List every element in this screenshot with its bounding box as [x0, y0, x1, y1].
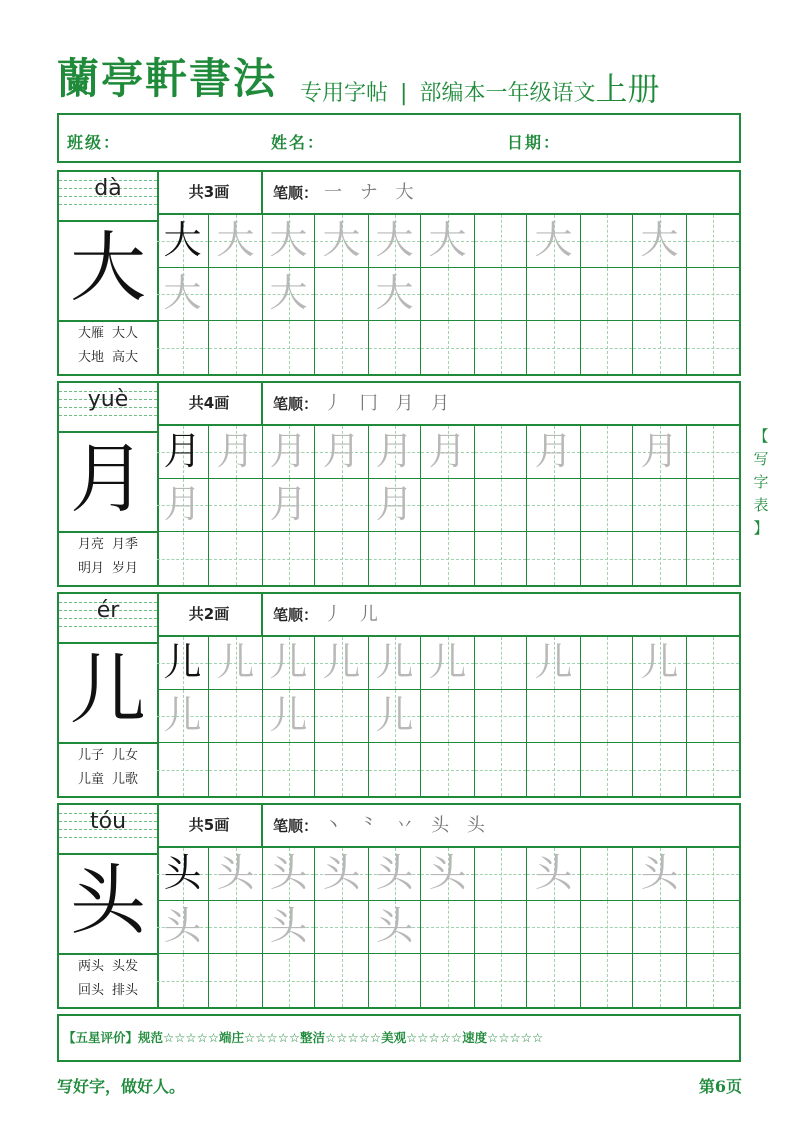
side-tab-char: 表 [753, 496, 769, 514]
practice-cell[interactable] [369, 532, 421, 585]
practice-cell[interactable] [263, 637, 315, 690]
word-row [59, 979, 157, 1003]
practice-cell[interactable] [263, 426, 315, 479]
stroke-order-sequence: 丶 ⺀ 丷 头 头 [324, 815, 491, 836]
practice-cell[interactable] [315, 479, 369, 532]
subtitle-separator: | [400, 81, 408, 106]
practice-cell[interactable] [369, 637, 421, 690]
practice-cell[interactable] [421, 215, 475, 268]
stroke-order [263, 805, 739, 848]
practice-cell[interactable] [527, 268, 581, 321]
pinyin-box [59, 594, 157, 644]
practice-cell[interactable] [263, 690, 315, 743]
sample-char: 月 [163, 429, 202, 473]
trace-char: 月 [375, 482, 414, 526]
pinyin: dà [94, 176, 122, 201]
trace-char: 头 [375, 851, 414, 895]
word: 高大 [112, 350, 139, 365]
practice-cell[interactable] [475, 743, 527, 796]
practice-cell[interactable] [421, 954, 475, 1007]
practice-cell[interactable] [315, 268, 369, 321]
word-row [59, 744, 157, 768]
practice-cell[interactable] [475, 479, 527, 532]
practice-cell[interactable] [633, 426, 687, 479]
practice-cell[interactable] [209, 901, 263, 954]
practice-cell[interactable] [633, 479, 687, 532]
trace-char: 大 [375, 218, 414, 262]
word: 月亮 [77, 537, 104, 552]
word: 大地 [77, 350, 104, 365]
trace-char: 头 [640, 851, 679, 895]
trace-char: 月 [269, 482, 308, 526]
practice-cell[interactable] [157, 901, 209, 954]
practice-cell[interactable] [209, 690, 263, 743]
practice-cell[interactable] [527, 321, 581, 374]
practice-cell[interactable] [157, 215, 209, 268]
practice-cell[interactable] [581, 901, 633, 954]
practice-grid [157, 426, 739, 585]
practice-cell[interactable] [581, 321, 633, 374]
practice-cell[interactable] [157, 848, 209, 901]
practice-cell[interactable] [475, 637, 527, 690]
practice-cell[interactable] [687, 954, 739, 1007]
practice-cell[interactable] [209, 637, 263, 690]
stroke-count: 共2画 [157, 594, 263, 637]
word: 儿女 [112, 748, 139, 763]
practice-cell[interactable] [157, 426, 209, 479]
trace-char: 头 [322, 851, 361, 895]
practice-cell[interactable] [527, 479, 581, 532]
trace-char: 大 [428, 218, 467, 262]
practice-cell[interactable] [581, 954, 633, 1007]
stroke-order [263, 172, 739, 215]
practice-cell[interactable] [369, 479, 421, 532]
practice-cell[interactable] [475, 321, 527, 374]
word: 儿歌 [112, 772, 139, 787]
trace-char: 月 [269, 429, 308, 473]
practice-cell[interactable] [315, 215, 369, 268]
practice-cell[interactable] [263, 532, 315, 585]
practice-cell[interactable] [527, 954, 581, 1007]
trace-char: 月 [163, 482, 202, 526]
practice-cell[interactable] [209, 321, 263, 374]
date-label: 日期： [507, 133, 562, 152]
practice-cell[interactable] [687, 215, 739, 268]
pinyin: tóu [89, 809, 127, 834]
side-tab-char: 【 [753, 427, 769, 445]
practice-grid [157, 215, 739, 374]
practice-cell[interactable] [157, 268, 209, 321]
practice-cell[interactable] [475, 954, 527, 1007]
practice-cell[interactable] [421, 479, 475, 532]
trace-char: 儿 [534, 640, 573, 684]
word: 大雁 [77, 326, 104, 341]
practice-cell[interactable] [209, 479, 263, 532]
practice-cell[interactable] [421, 901, 475, 954]
practice-cell[interactable] [633, 268, 687, 321]
side-tab [751, 425, 771, 540]
sample-char: 头 [163, 851, 202, 895]
model-char-box [59, 642, 157, 744]
stroke-order-label: 笔顺： [273, 184, 319, 202]
practice-cell[interactable] [687, 479, 739, 532]
practice-cell[interactable] [687, 637, 739, 690]
pinyin: ér [96, 598, 120, 623]
trace-char: 头 [375, 904, 414, 948]
practice-cell[interactable] [263, 848, 315, 901]
practice-cell[interactable] [475, 215, 527, 268]
word-list [59, 744, 157, 792]
stroke-order-sequence: 丿 儿 [324, 604, 384, 625]
practice-cell[interactable] [369, 268, 421, 321]
practice-cell[interactable] [157, 532, 209, 585]
word-row [59, 322, 157, 346]
practice-cell[interactable] [315, 532, 369, 585]
trace-char: 头 [216, 851, 255, 895]
practice-cell[interactable] [687, 901, 739, 954]
practice-cell[interactable] [421, 268, 475, 321]
trace-char: 头 [269, 851, 308, 895]
practice-cell[interactable] [633, 901, 687, 954]
practice-cell[interactable] [157, 954, 209, 1007]
practice-cell[interactable] [687, 743, 739, 796]
word-row [59, 955, 157, 979]
practice-cell[interactable] [633, 743, 687, 796]
practice-cell[interactable] [687, 321, 739, 374]
practice-cell[interactable] [475, 426, 527, 479]
practice-cell[interactable] [209, 215, 263, 268]
practice-cell[interactable] [157, 743, 209, 796]
practice-grid [157, 637, 739, 796]
practice-cell[interactable] [315, 848, 369, 901]
practice-cell[interactable] [263, 901, 315, 954]
word: 头发 [112, 959, 139, 974]
practice-cell[interactable] [263, 215, 315, 268]
word-row [59, 768, 157, 792]
trace-char: 大 [163, 271, 202, 315]
practice-cell[interactable] [633, 637, 687, 690]
practice-cell[interactable] [475, 901, 527, 954]
practice-cell[interactable] [369, 901, 421, 954]
practice-cell[interactable] [527, 426, 581, 479]
pinyin: yuè [87, 387, 129, 412]
practice-cell[interactable] [687, 690, 739, 743]
side-tab-char: 写 [753, 450, 769, 468]
practice-cell[interactable] [263, 743, 315, 796]
stroke-order [263, 383, 739, 426]
trace-char: 大 [640, 218, 679, 262]
practice-cell[interactable] [209, 426, 263, 479]
trace-char: 大 [534, 218, 573, 262]
word-list [59, 533, 157, 581]
practice-cell[interactable] [263, 479, 315, 532]
stroke-count: 共3画 [157, 172, 263, 215]
practice-cell[interactable] [369, 954, 421, 1007]
practice-cell[interactable] [581, 268, 633, 321]
practice-cell[interactable] [421, 532, 475, 585]
practice-cell[interactable] [369, 690, 421, 743]
trace-char: 头 [534, 851, 573, 895]
word: 明月 [77, 561, 104, 576]
stroke-count: 共5画 [157, 805, 263, 848]
practice-cell[interactable] [209, 848, 263, 901]
practice-cell[interactable] [421, 848, 475, 901]
practice-cell[interactable] [421, 637, 475, 690]
pinyin-box [59, 805, 157, 855]
model-char-box [59, 431, 157, 533]
word-row [59, 557, 157, 581]
trace-char: 儿 [216, 640, 255, 684]
five-star-rating: 【五星评价】规范☆☆☆☆☆端庄☆☆☆☆☆整洁☆☆☆☆☆美观☆☆☆☆☆速度☆☆☆☆☆ [57, 1014, 741, 1062]
word: 回头 [77, 983, 104, 998]
trace-char: 月 [216, 429, 255, 473]
practice-cell[interactable] [421, 426, 475, 479]
character-block [57, 592, 741, 798]
trace-char: 儿 [640, 640, 679, 684]
model-char: 大 [70, 223, 146, 312]
practice-cell[interactable] [633, 954, 687, 1007]
stroke-order [263, 594, 739, 637]
practice-cell[interactable] [581, 637, 633, 690]
practice-cell[interactable] [315, 954, 369, 1007]
practice-cell[interactable] [157, 637, 209, 690]
model-column [59, 383, 159, 585]
practice-cell[interactable] [527, 901, 581, 954]
practice-cell[interactable] [263, 954, 315, 1007]
trace-char: 儿 [375, 693, 414, 737]
model-column [59, 594, 159, 796]
model-column [59, 805, 159, 1007]
character-block [57, 803, 741, 1009]
model-char: 儿 [70, 645, 146, 734]
word: 两头 [77, 959, 104, 974]
model-char: 月 [70, 434, 146, 523]
practice-cell[interactable] [527, 532, 581, 585]
practice-cell[interactable] [421, 743, 475, 796]
sample-char: 儿 [163, 640, 202, 684]
practice-cell[interactable] [633, 215, 687, 268]
trace-char: 月 [375, 429, 414, 473]
trace-char: 月 [428, 429, 467, 473]
practice-cell[interactable] [633, 848, 687, 901]
word: 儿子 [77, 748, 104, 763]
trace-char: 儿 [428, 640, 467, 684]
practice-cell[interactable] [581, 743, 633, 796]
trace-char: 大 [269, 271, 308, 315]
practice-cell[interactable] [475, 848, 527, 901]
model-column [59, 172, 159, 374]
practice-cell[interactable] [581, 426, 633, 479]
stroke-count: 共4画 [157, 383, 263, 426]
trace-char: 月 [322, 429, 361, 473]
side-tab-char: 字 [753, 473, 769, 491]
footer-motto: 写好字，做好人。 [57, 1077, 186, 1096]
practice-cell[interactable] [209, 743, 263, 796]
trace-char: 大 [375, 271, 414, 315]
practice-cell[interactable] [421, 690, 475, 743]
pinyin-box [59, 383, 157, 433]
character-block [57, 170, 741, 376]
trace-char: 月 [640, 429, 679, 473]
practice-cell[interactable] [633, 690, 687, 743]
practice-cell[interactable] [369, 426, 421, 479]
stroke-order-sequence: 一 ナ 大 [324, 182, 420, 203]
practice-cell[interactable] [687, 848, 739, 901]
word-row [59, 346, 157, 370]
practice-cell[interactable] [315, 901, 369, 954]
trace-char: 儿 [269, 693, 308, 737]
practice-cell[interactable] [157, 321, 209, 374]
practice-cell[interactable] [315, 426, 369, 479]
student-info-bar [57, 113, 741, 163]
model-char: 头 [70, 856, 146, 945]
word-list [59, 322, 157, 370]
practice-cell[interactable] [527, 743, 581, 796]
trace-char: 儿 [322, 640, 361, 684]
class-label: 班级： [67, 133, 122, 152]
subtitle [300, 64, 659, 110]
practice-cell[interactable] [581, 532, 633, 585]
model-char-box [59, 220, 157, 322]
practice-grid [157, 848, 739, 1007]
practice-cell[interactable] [157, 690, 209, 743]
practice-cell[interactable] [475, 532, 527, 585]
word: 大人 [112, 326, 139, 341]
practice-cell[interactable] [581, 215, 633, 268]
trace-char: 头 [163, 904, 202, 948]
practice-cell[interactable] [633, 321, 687, 374]
practice-cell[interactable] [209, 532, 263, 585]
practice-cell[interactable] [157, 479, 209, 532]
practice-cell[interactable] [581, 690, 633, 743]
practice-cell[interactable] [581, 479, 633, 532]
name-label: 姓名： [271, 133, 326, 152]
practice-cell[interactable] [633, 532, 687, 585]
word: 岁月 [112, 561, 139, 576]
practice-cell[interactable] [527, 848, 581, 901]
subtitle-prefix: 专用字帖 [300, 81, 389, 106]
sample-char: 大 [163, 218, 202, 262]
model-char-box [59, 853, 157, 955]
trace-char: 大 [216, 218, 255, 262]
word: 儿童 [77, 772, 104, 787]
stroke-order-label: 笔顺： [273, 606, 319, 624]
practice-cell[interactable] [687, 426, 739, 479]
practice-cell[interactable] [475, 690, 527, 743]
practice-cell[interactable] [475, 268, 527, 321]
page-header [57, 40, 747, 108]
word-row [59, 533, 157, 557]
practice-cell[interactable] [263, 268, 315, 321]
stroke-order-sequence: 丿 冂 月 月 [324, 393, 456, 414]
side-tab-char: 】 [753, 519, 769, 537]
character-block [57, 381, 741, 587]
stroke-order-label: 笔顺： [273, 817, 319, 835]
practice-cell[interactable] [687, 532, 739, 585]
practice-cell[interactable] [263, 321, 315, 374]
page-number: 第6页 [698, 1077, 742, 1096]
practice-cell[interactable] [369, 848, 421, 901]
pinyin-box [59, 172, 157, 222]
word-list [59, 955, 157, 1003]
practice-cell[interactable] [369, 215, 421, 268]
practice-cell[interactable] [315, 321, 369, 374]
trace-char: 大 [322, 218, 361, 262]
practice-cell[interactable] [369, 743, 421, 796]
trace-char: 儿 [163, 693, 202, 737]
trace-char: 大 [269, 218, 308, 262]
trace-char: 儿 [375, 640, 414, 684]
trace-char: 月 [534, 429, 573, 473]
word: 排头 [112, 983, 139, 998]
trace-char: 儿 [269, 640, 308, 684]
practice-cell[interactable] [527, 637, 581, 690]
practice-cell[interactable] [209, 268, 263, 321]
practice-cell[interactable] [315, 690, 369, 743]
practice-cell[interactable] [369, 321, 421, 374]
trace-char: 头 [428, 851, 467, 895]
brand-title: 蘭亭軒書法 [57, 54, 278, 103]
practice-cell[interactable] [527, 690, 581, 743]
practice-cell[interactable] [315, 637, 369, 690]
practice-cell[interactable] [315, 743, 369, 796]
stroke-order-label: 笔顺： [273, 395, 319, 413]
practice-cell[interactable] [421, 321, 475, 374]
trace-char: 头 [269, 904, 308, 948]
practice-cell[interactable] [581, 848, 633, 901]
subtitle-volume: 上册 [595, 70, 660, 108]
practice-cell[interactable] [687, 268, 739, 321]
practice-cell[interactable] [527, 215, 581, 268]
word: 月季 [112, 537, 139, 552]
subtitle-main: 部编本一年级语文 [419, 81, 596, 106]
practice-cell[interactable] [209, 954, 263, 1007]
